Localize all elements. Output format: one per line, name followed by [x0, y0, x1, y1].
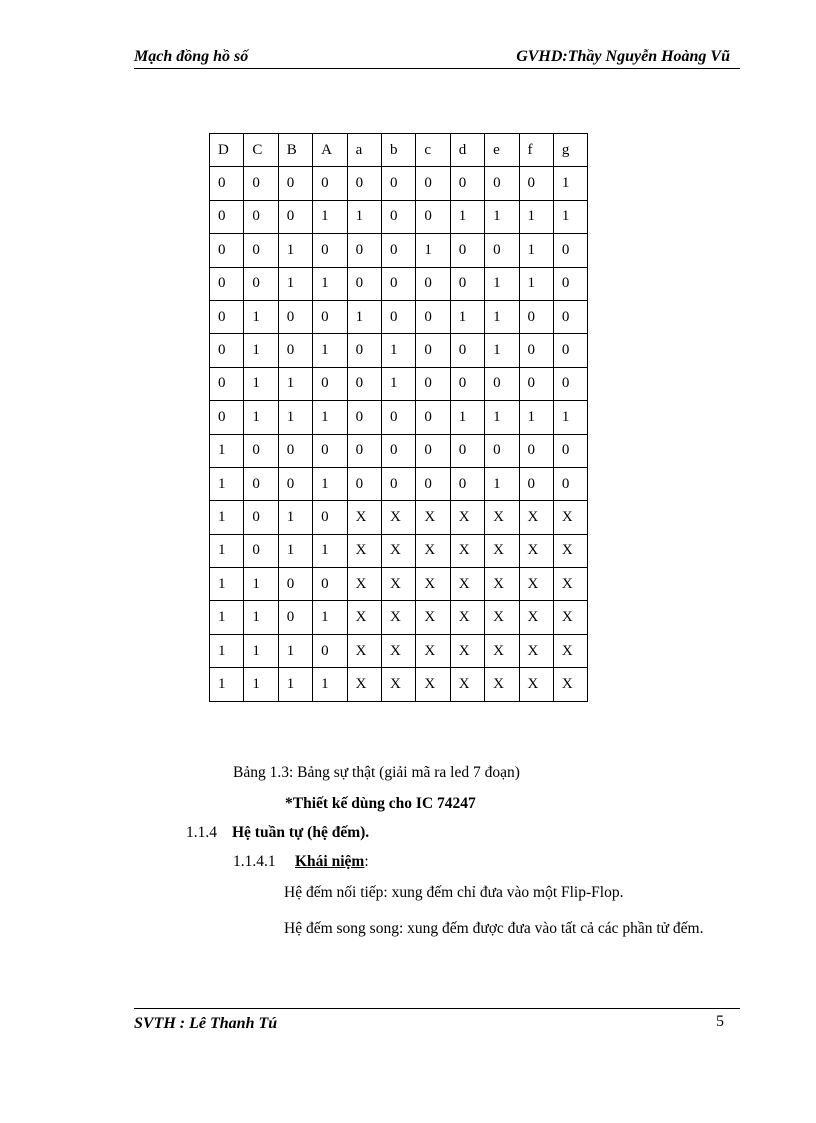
table-cell: 0	[210, 367, 244, 400]
table-cell: X	[347, 634, 381, 667]
table-cell: 1	[278, 234, 312, 267]
table-cell: X	[347, 501, 381, 534]
table-cell: 1	[450, 300, 484, 333]
table-cell: X	[347, 601, 381, 634]
table-cell: 1	[210, 568, 244, 601]
table-cell: X	[450, 668, 484, 701]
table-cell: 0	[278, 568, 312, 601]
table-cell: 0	[381, 434, 415, 467]
table-cell: X	[485, 501, 519, 534]
table-cell: X	[519, 534, 553, 567]
table-cell: 0	[347, 401, 381, 434]
table-cell: 0	[278, 300, 312, 333]
table-cell: 1	[244, 568, 278, 601]
table-cell: 1	[450, 200, 484, 233]
table-cell: X	[485, 634, 519, 667]
table-header-cell: C	[244, 134, 278, 167]
table-cell: 0	[278, 334, 312, 367]
table-header-cell: b	[381, 134, 415, 167]
table-cell: 0	[313, 501, 347, 534]
table-cell: X	[381, 601, 415, 634]
table-cell: X	[347, 568, 381, 601]
table-cell: 0	[313, 434, 347, 467]
table-row	[210, 668, 588, 701]
table-cell: X	[485, 668, 519, 701]
table-cell: 1	[553, 401, 587, 434]
section-heading-1-1-4-1	[233, 853, 369, 871]
table-cell: X	[519, 568, 553, 601]
table-cell: 0	[244, 167, 278, 200]
table-cell: 1	[244, 367, 278, 400]
table-cell: X	[485, 568, 519, 601]
table-cell: 1	[485, 300, 519, 333]
table-row	[210, 334, 588, 367]
table-cell: 1	[313, 534, 347, 567]
table-cell: 0	[381, 267, 415, 300]
table-cell: 0	[485, 234, 519, 267]
table-cell: 1	[278, 668, 312, 701]
table-cell: 1	[278, 501, 312, 534]
table-row	[210, 534, 588, 567]
table-cell: 0	[416, 267, 450, 300]
table-cell: 0	[485, 367, 519, 400]
table-cell: 0	[450, 234, 484, 267]
table-cell: 0	[553, 234, 587, 267]
table-header-row	[210, 134, 588, 167]
table-cell: 0	[381, 467, 415, 500]
table-cell: 0	[210, 300, 244, 333]
table-cell: 0	[450, 367, 484, 400]
table-cell: 1	[313, 267, 347, 300]
table-header-cell: d	[450, 134, 484, 167]
table-cell: 1	[313, 668, 347, 701]
table-cell: 0	[278, 467, 312, 500]
table-row	[210, 367, 588, 400]
table-cell: 0	[381, 401, 415, 434]
table-cell: X	[519, 501, 553, 534]
table-cell: 0	[347, 367, 381, 400]
table-cell: 0	[278, 200, 312, 233]
table-cell: 0	[519, 300, 553, 333]
table-cell: 0	[244, 267, 278, 300]
table-cell: 0	[347, 267, 381, 300]
table-cell: 1	[381, 334, 415, 367]
table-cell: 1	[450, 401, 484, 434]
table-cell: X	[416, 534, 450, 567]
table-cell: X	[416, 601, 450, 634]
table-row	[210, 634, 588, 667]
table-cell: 0	[416, 167, 450, 200]
table-cell: 1	[210, 668, 244, 701]
subsection-number: 1.1.4.1	[233, 853, 276, 870]
table-cell: 0	[381, 167, 415, 200]
table-cell: 1	[519, 401, 553, 434]
table-cell: 1	[485, 401, 519, 434]
table-cell: 1	[553, 167, 587, 200]
table-cell: X	[347, 668, 381, 701]
table-cell: 0	[416, 434, 450, 467]
table-cell: 1	[313, 401, 347, 434]
table-cell: 0	[313, 634, 347, 667]
table-cell: 1	[553, 200, 587, 233]
table-cell: X	[450, 601, 484, 634]
table-cell: 1	[210, 534, 244, 567]
table-cell: 0	[278, 167, 312, 200]
table-cell: 0	[347, 434, 381, 467]
table-header-cell: c	[416, 134, 450, 167]
table-cell: X	[450, 534, 484, 567]
table-cell: 0	[416, 200, 450, 233]
table-cell: X	[416, 668, 450, 701]
table-cell: 0	[553, 367, 587, 400]
table-cell: 1	[278, 367, 312, 400]
header-advisor: GVHD:Thầy Nguyễn Hoàng Vũ	[516, 48, 730, 65]
table-header-cell: e	[485, 134, 519, 167]
section-title: Hệ tuần tự (hệ đếm).	[232, 824, 370, 841]
table-header-cell: B	[278, 134, 312, 167]
table-cell: 0	[313, 234, 347, 267]
table-cell: X	[553, 668, 587, 701]
table-cell: 1	[244, 334, 278, 367]
section-number: 1.1.4	[186, 824, 217, 841]
table-cell: 0	[450, 467, 484, 500]
footer-student: SVTH : Lê Thanh Tú	[134, 1015, 278, 1032]
table-cell: 0	[210, 167, 244, 200]
table-cell: 1	[347, 300, 381, 333]
table-cell: X	[381, 534, 415, 567]
table-header-cell: a	[347, 134, 381, 167]
table-cell: X	[381, 668, 415, 701]
table-cell: X	[519, 634, 553, 667]
table-cell: 0	[553, 334, 587, 367]
design-note: *Thiết kế dùng cho IC 74247	[285, 795, 476, 812]
table-cell: 1	[244, 634, 278, 667]
table-header-cell: D	[210, 134, 244, 167]
table-row	[210, 601, 588, 634]
table-cell: 1	[519, 200, 553, 233]
table-cell: 0	[244, 501, 278, 534]
table-header-cell: g	[553, 134, 587, 167]
table-row	[210, 234, 588, 267]
table-cell: 0	[519, 467, 553, 500]
table-row	[210, 434, 588, 467]
table-cell: 0	[313, 167, 347, 200]
table-cell: 0	[416, 300, 450, 333]
table-cell: 0	[244, 234, 278, 267]
table-cell: 0	[244, 434, 278, 467]
table-cell: 1	[485, 200, 519, 233]
table-cell: 1	[519, 267, 553, 300]
table-cell: 0	[381, 300, 415, 333]
table-cell: 0	[347, 467, 381, 500]
table-cell: 1	[278, 401, 312, 434]
table-row	[210, 568, 588, 601]
table-cell: X	[381, 568, 415, 601]
table-cell: X	[416, 634, 450, 667]
truth-table	[209, 133, 588, 702]
table-cell: X	[347, 534, 381, 567]
table-cell: 1	[210, 467, 244, 500]
table-cell: 1	[313, 601, 347, 634]
table-cell: 1	[313, 334, 347, 367]
table-row	[210, 267, 588, 300]
table-cell: X	[450, 634, 484, 667]
table-cell: 0	[553, 300, 587, 333]
table-cell: 0	[244, 467, 278, 500]
table-cell: 1	[210, 501, 244, 534]
table-cell: 0	[313, 568, 347, 601]
table-row	[210, 167, 588, 200]
header-title: Mạch đồng hồ số	[134, 48, 249, 65]
table-cell: 0	[244, 534, 278, 567]
subsection-colon: :	[364, 853, 369, 870]
table-cell: X	[450, 568, 484, 601]
table-header-cell: f	[519, 134, 553, 167]
table-header-cell: A	[313, 134, 347, 167]
subsection-title: Khái niệm	[295, 853, 365, 870]
table-cell: 0	[313, 300, 347, 333]
page-footer	[134, 1008, 740, 1039]
table-cell: 1	[416, 234, 450, 267]
table-cell: 0	[210, 401, 244, 434]
table-cell: 1	[278, 534, 312, 567]
table-cell: 0	[416, 467, 450, 500]
table-cell: 1	[244, 601, 278, 634]
paragraph-serial-counter: Hệ đếm nối tiếp: xung đếm chỉ đưa vào một Flip-Flop.	[284, 884, 624, 901]
table-cell: X	[485, 601, 519, 634]
table-cell: 0	[313, 367, 347, 400]
table-cell: 1	[485, 467, 519, 500]
table-cell: X	[553, 568, 587, 601]
table-cell: 0	[519, 334, 553, 367]
page-header	[134, 46, 740, 69]
table-cell: 0	[210, 200, 244, 233]
table-cell: 0	[553, 467, 587, 500]
paragraph-parallel-counter: Hệ đếm song song: xung đếm được đưa vào tất cả các phần tử đếm.	[284, 920, 704, 937]
table-cell: 1	[244, 401, 278, 434]
table-cell: 0	[450, 334, 484, 367]
section-heading-1-1-4	[186, 824, 369, 842]
table-cell: 0	[450, 167, 484, 200]
table-cell: 0	[416, 367, 450, 400]
table-cell: 0	[519, 434, 553, 467]
table-row	[210, 200, 588, 233]
table-cell: 0	[485, 434, 519, 467]
table-cell: 1	[210, 601, 244, 634]
table-row	[210, 401, 588, 434]
table-row	[210, 501, 588, 534]
table-cell: 0	[347, 167, 381, 200]
table-cell: 0	[416, 334, 450, 367]
table-cell: 0	[278, 434, 312, 467]
table-cell: 0	[210, 267, 244, 300]
table-cell: 1	[313, 200, 347, 233]
table-cell: 1	[244, 300, 278, 333]
table-cell: 0	[450, 434, 484, 467]
table-row	[210, 300, 588, 333]
table-cell: 0	[381, 234, 415, 267]
table-cell: 1	[313, 467, 347, 500]
table-cell: 0	[450, 267, 484, 300]
table-cell: 0	[347, 234, 381, 267]
table-cell: X	[416, 501, 450, 534]
table-row	[210, 467, 588, 500]
table-cell: 1	[244, 668, 278, 701]
table-cell: 1	[278, 634, 312, 667]
table-cell: X	[519, 601, 553, 634]
table-cell: 0	[416, 401, 450, 434]
table-cell: 0	[278, 601, 312, 634]
table-cell: 0	[485, 167, 519, 200]
table-cell: 0	[519, 167, 553, 200]
table-cell: 0	[244, 200, 278, 233]
table-cell: X	[553, 634, 587, 667]
table-cell: 0	[347, 334, 381, 367]
table-cell: 1	[485, 334, 519, 367]
table-cell: 0	[553, 267, 587, 300]
table-cell: 0	[553, 434, 587, 467]
table-cell: 0	[210, 234, 244, 267]
table-cell: 0	[381, 200, 415, 233]
table-cell: 1	[519, 234, 553, 267]
table-cell: 0	[210, 334, 244, 367]
table-cell: X	[381, 501, 415, 534]
table-cell: X	[450, 501, 484, 534]
table-cell: 1	[381, 367, 415, 400]
table-cell: X	[485, 534, 519, 567]
table-cell: X	[553, 534, 587, 567]
table-cell: X	[381, 634, 415, 667]
table-caption: Bảng 1.3: Bảng sự thật (giải mã ra led 7 đoạn)	[233, 764, 520, 781]
table-cell: X	[553, 501, 587, 534]
table-cell: 0	[519, 367, 553, 400]
table-cell: X	[416, 568, 450, 601]
table-cell: X	[553, 601, 587, 634]
table-cell: 1	[485, 267, 519, 300]
page-number: 5	[716, 1013, 724, 1030]
table-cell: 1	[278, 267, 312, 300]
table-cell: 1	[210, 634, 244, 667]
table-cell: X	[519, 668, 553, 701]
table-cell: 1	[347, 200, 381, 233]
table-cell: 1	[210, 434, 244, 467]
